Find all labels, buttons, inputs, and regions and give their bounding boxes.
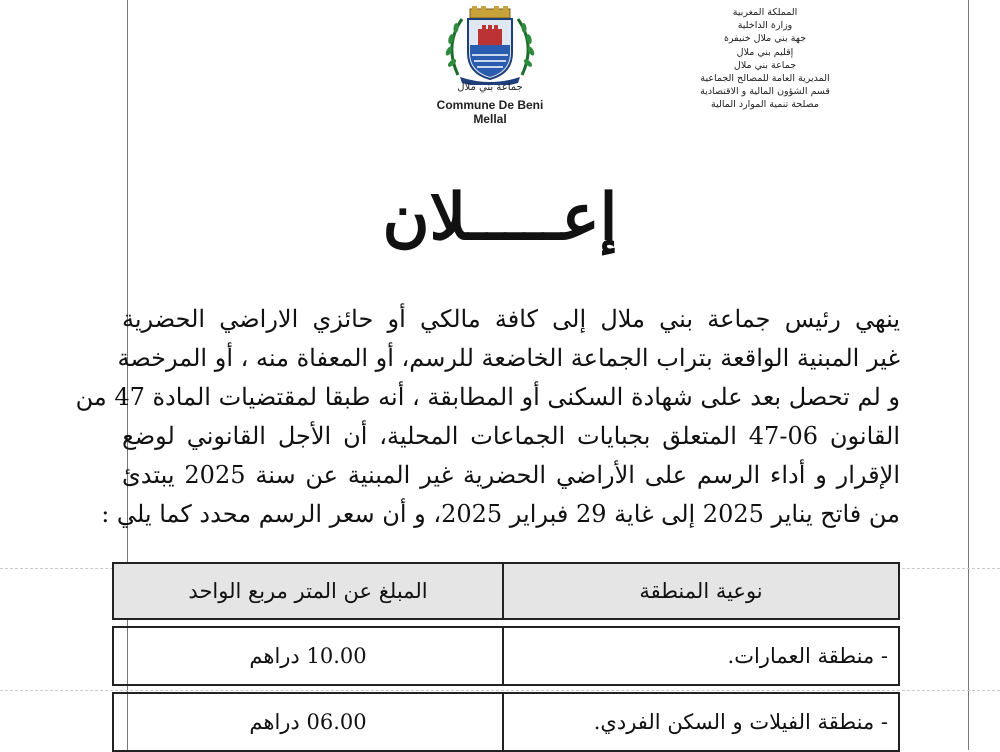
- administrative-header: [680, 6, 850, 112]
- table-row: [113, 627, 899, 685]
- zone-cell: - منطقة العمارات.: [503, 627, 899, 685]
- header-line: جماعة بني ملال: [733, 59, 797, 71]
- header-line: وزارة الداخلية: [737, 20, 793, 32]
- header-line: المديرية العامة للمصالح الجماعية: [700, 73, 830, 85]
- table-spacer: [113, 685, 899, 693]
- header-line: قسم الشؤون المالية و الاقتصادية: [700, 86, 830, 98]
- body-line: الإقرار و أداء الرسم على الأراضي الحضرية غير المبنية عن سنة 2025 يبتدئ: [122, 461, 900, 489]
- header-line: المملكة المغربية: [732, 7, 798, 18]
- coat-of-arms-logo: [440, 5, 540, 85]
- header-line: إقليم بني ملال: [736, 46, 794, 58]
- commune-name-french: Commune De Beni Mellal: [436, 98, 544, 126]
- header-line: مصلحة تنمية الموارد المالية: [711, 99, 819, 111]
- table-row: [113, 693, 899, 751]
- header-amount-per-m2: المبلغ عن المتر مربع الواحد: [113, 563, 503, 619]
- table-header-row: [113, 563, 899, 619]
- amount-cell: 10.00 دراهم: [113, 627, 503, 685]
- body-line: القانون 06-47 المتعلق بجبايات الجماعات المحلية، أن الأجل القانوني لوضع: [122, 422, 901, 450]
- page-edge-right: [968, 0, 969, 750]
- announcement-body: [75, 300, 901, 534]
- body-line: و لم تحصل بعد على شهادة السكنى أو المطابقة ، أنه طبقا لمقتضيات المادة 47 من: [75, 383, 900, 411]
- commune-name-arabic: جماعة بني ملال: [457, 82, 523, 93]
- table-spacer: [113, 619, 899, 627]
- announcement-title: إعـــــلان: [382, 180, 618, 255]
- header-line: جهة بني ملال خنيفرة: [723, 33, 807, 45]
- tariff-table: [112, 562, 900, 752]
- body-line: من فاتح يناير 2025 إلى غاية 29 فبراير 2025، و أن سعر الرسم محدد كما يلي :: [101, 500, 900, 528]
- zone-cell: - منطقة الفيلات و السكن الفردي.: [503, 693, 899, 751]
- header-zone-type: نوعية المنطقة: [503, 563, 899, 619]
- body-line: ينهي رئيس جماعة بني ملال إلى كافة مالكي أو حائزي الاراضي الحضرية: [122, 305, 900, 333]
- body-line: غير المبنية الواقعة بتراب الجماعة الخاضعة للرسم، أو المعفاة منه ، أو المرخصة: [117, 344, 900, 372]
- amount-cell: 06.00 دراهم: [113, 693, 503, 751]
